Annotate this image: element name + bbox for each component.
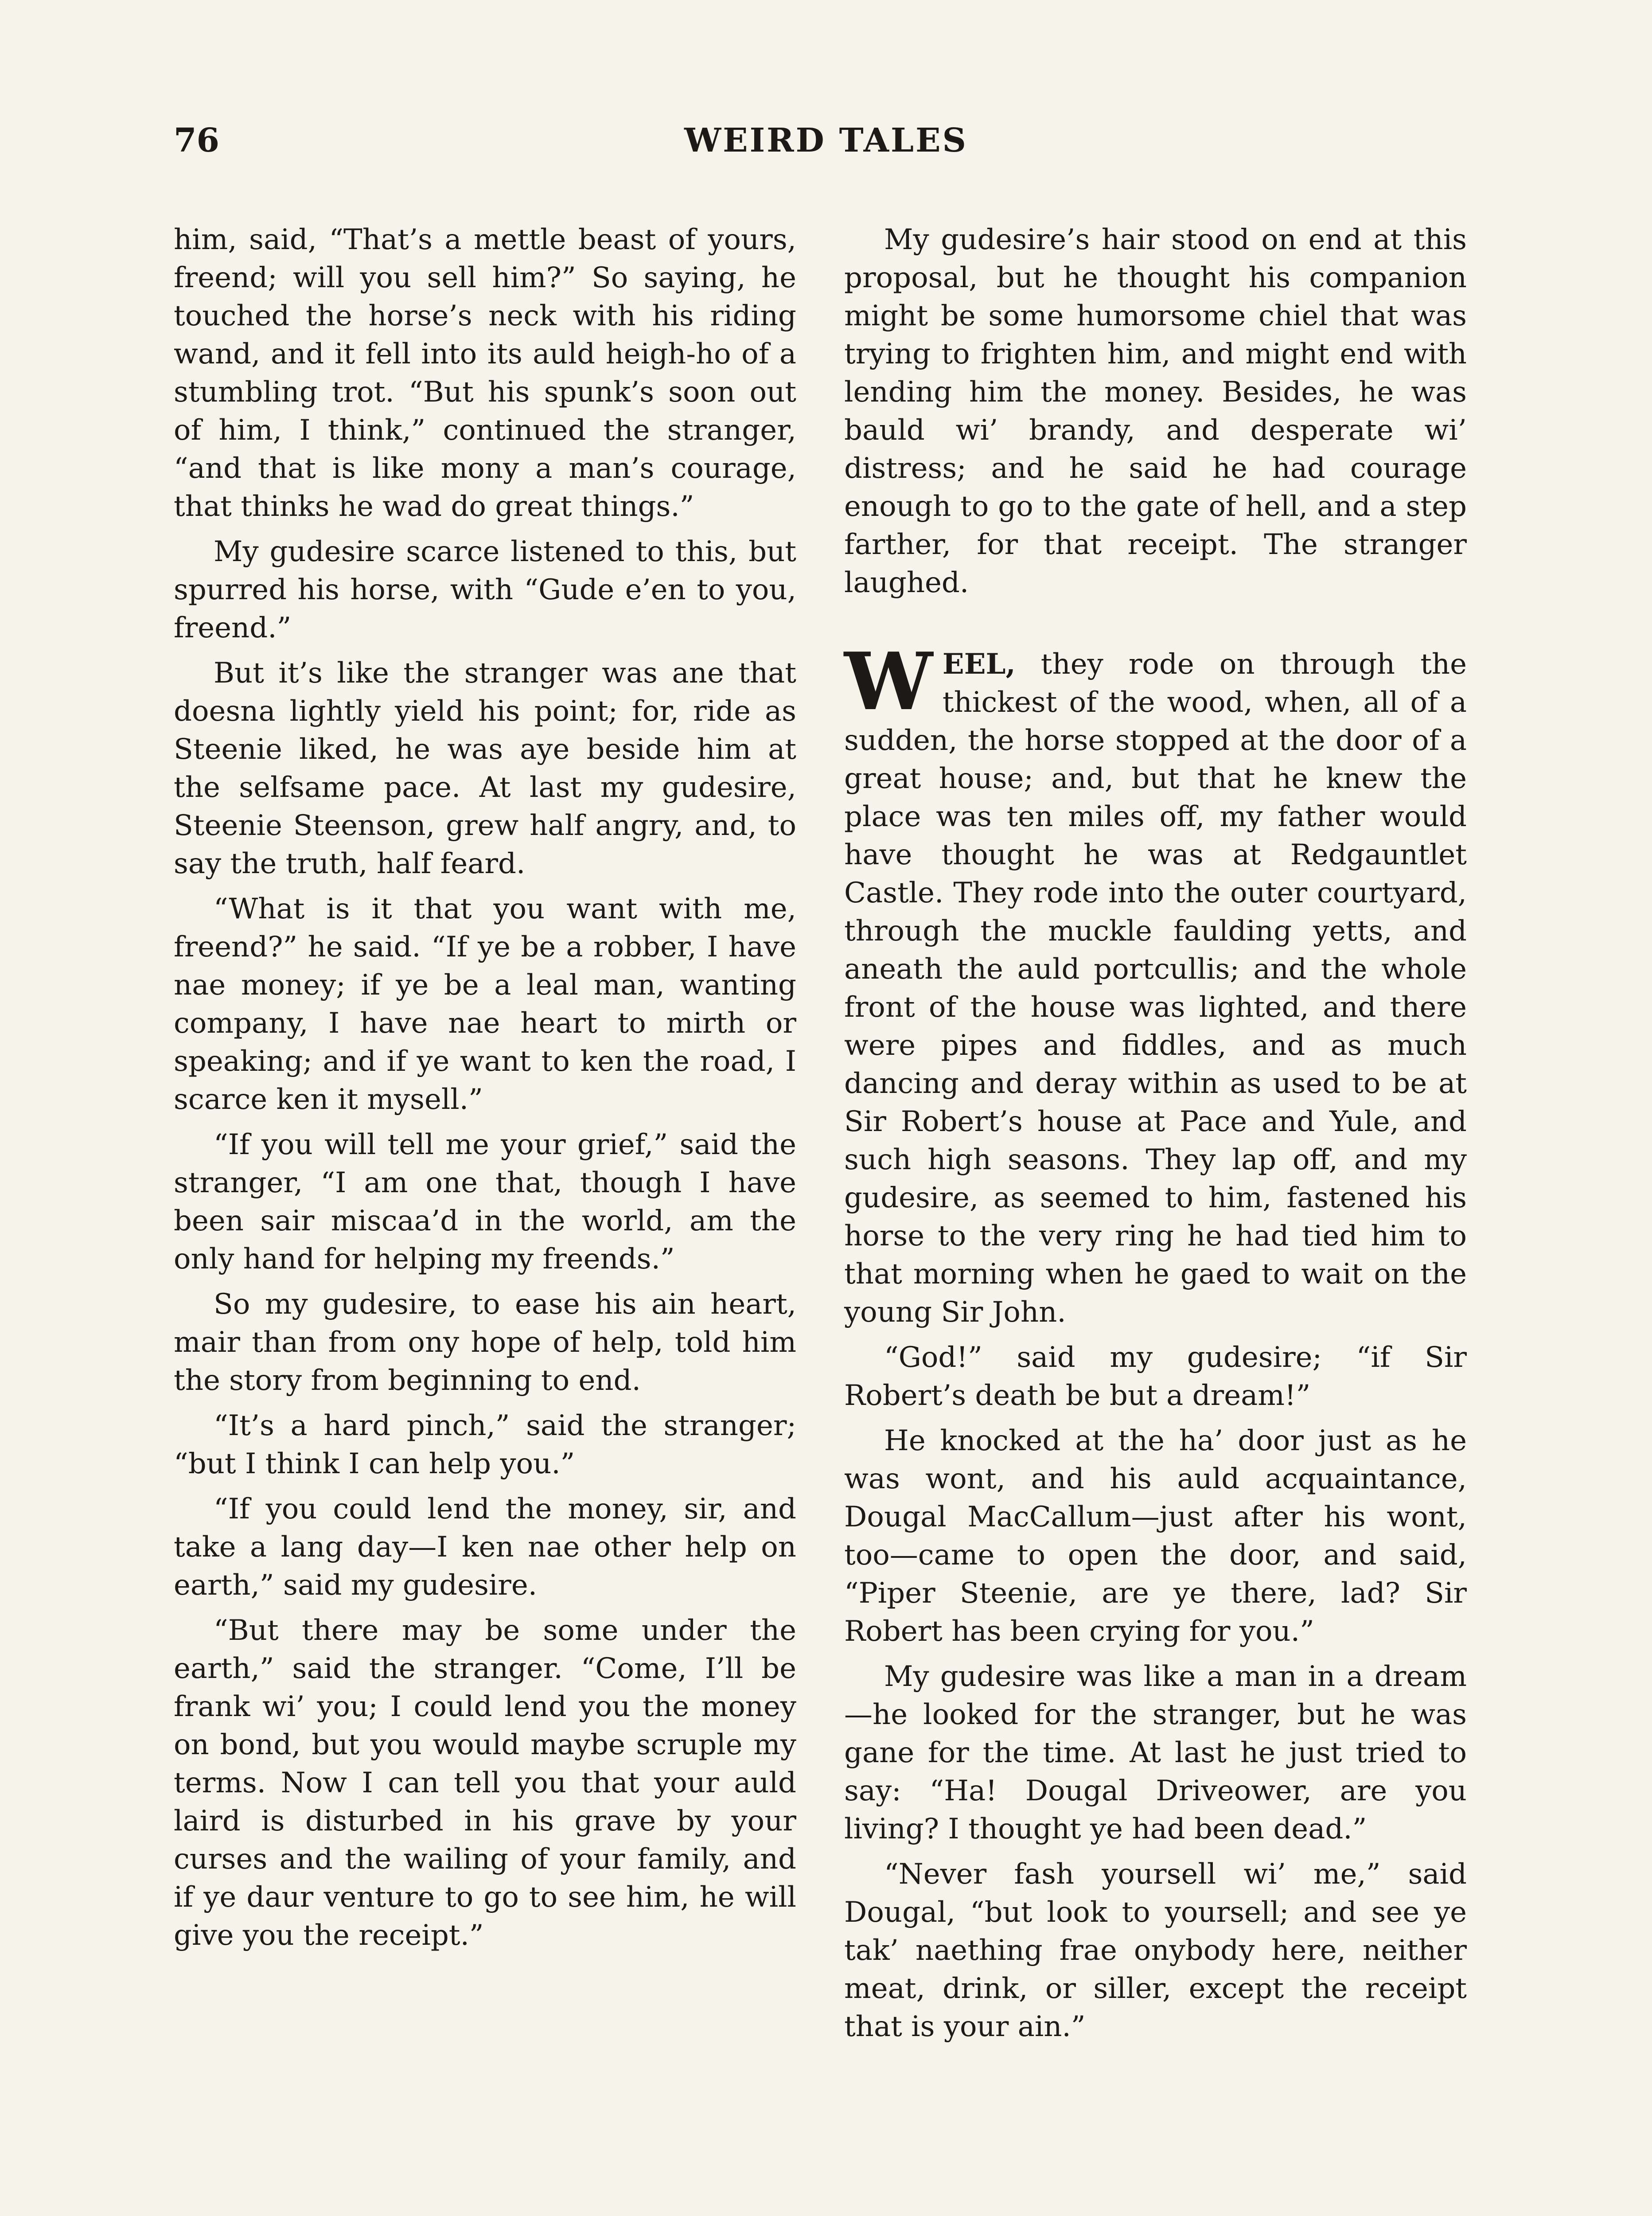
paragraph: But it’s like the stranger was ane that doesna lightly yield his point; for, ride as Steenie liked, he was aye beside him at the selfsame pace. At last my gudesire, Steenie Steenson, grew half angry, and, to say the truth, half feard. xyxy=(174,657,796,880)
paragraph: “If you could lend the money, sir, and take a lang day—I ken nae other help on earth,” said my gudesire. xyxy=(174,1493,796,1602)
paragraph: him, said, “That’s a mettle beast of yours, freend; will you sell him?” So saying, he touched the horse’s neck with his riding wand, and it fell into its auld heigh-ho of a stumbling trot. “But his spunk’s soon out of him, I think,” continued the stranger, “and that is like mony a man’s courage, that thinks he wad do great things.” xyxy=(174,223,796,523)
paragraph: My gudesire was like a man in a dream—he looked for the stranger, but he was gane for the time. At last he just tried to say: “Ha! Dougal Driveower, are you living? I thought ye had been dead.” xyxy=(844,1660,1467,1845)
paragraph: “Never fash yoursell wi’ me,” said Dougal, “but look to yoursell; and see ye tak’ naething frae onybody here, neither meat, drink, or siller, except the receipt that is your ain.” xyxy=(844,1858,1467,2043)
paragraph: So my gudesire, to ease his ain heart, mair than from ony hope of help, told him the story from beginning to end. xyxy=(174,1288,796,1397)
paragraph: “If you will tell me your grief,” said the stranger, “I am one that, though I have been sair miscaa’d in the world, am the only hand for helping my freends.” xyxy=(174,1128,796,1276)
paragraph: “What is it that you want with me, freend?” he said. “If ye be a robber, I have nae money; if ye be a leal man, wanting company, I have nae heart to mirth or speaking; and if ye want to ken the road, I scarce ken it mysell.” xyxy=(174,893,796,1116)
section-opening-paragraph xyxy=(844,635,1467,1331)
left-column xyxy=(174,221,796,1962)
small-caps-lead: EEL, xyxy=(942,648,1016,681)
paragraph: “But there may be some under the earth,” said the stranger. “Come, I’ll be frank wi’ you; I could lend you the money on bond, but you would maybe scruple my terms. Now I can tell you that your auld laird is disturbed in his grave by your curses and the wailing of your family, and if ye daur venture to go to see him, he will give you the receipt.” xyxy=(174,1614,796,1952)
drop-cap: W xyxy=(844,635,933,728)
page-number: 76 xyxy=(174,121,219,160)
paragraph: “God!” said my gudesire; “if Sir Robert’s death be but a dream!” xyxy=(844,1341,1467,1412)
paragraph: My gudesire scarce listened to this, but spurred his horse, with “Gude e’en to you, freend.” xyxy=(174,535,796,644)
paragraph: My gudesire’s hair stood on end at this proposal, but he thought his companion might be some humorsome chiel that was trying to frighten him, and might end with lending him the money. Besides, he was bauld wi’ brandy, and desperate wi’ distress; and he said he had courage enough to go to the gate of hell, and a step farther, for that receipt. The stranger laughed. xyxy=(844,223,1467,599)
paragraph: He knocked at the ha’ door just as he was wont, and his auld acquaintance, Dougal MacCallum—just after his wont, too—came to open the door, and said, “Piper Steenie, are ye there, lad? Sir Robert has been crying for you.” xyxy=(844,1424,1467,1648)
paragraph: “It’s a hard pinch,” said the stranger; “but I think I can help you.” xyxy=(174,1409,796,1480)
section-text: they rode on through the thickest of the wood, when, all of a sudden, the horse stopped at the door of a great house; and, but that he knew the place was ten miles off, my father would have thought he was at Redgauntlet Castle. They rode into the outer courtyard, through the muckle faulding yetts, and aneath the auld portcullis; and the whole front of the house was lighted, and there were pipes and fiddles, and as much dancing and deray within as used to be at Sir Robert’s house at Pace and Yule, and such high seasons. They lap off, and my gudesire, as seemed to him, fastened his horse to the very ring he had tied him to that morning when he gaed to wait on the young Sir John. xyxy=(844,648,1467,1329)
right-column xyxy=(844,221,1467,2053)
running-head: WEIRD TALES xyxy=(684,121,968,160)
